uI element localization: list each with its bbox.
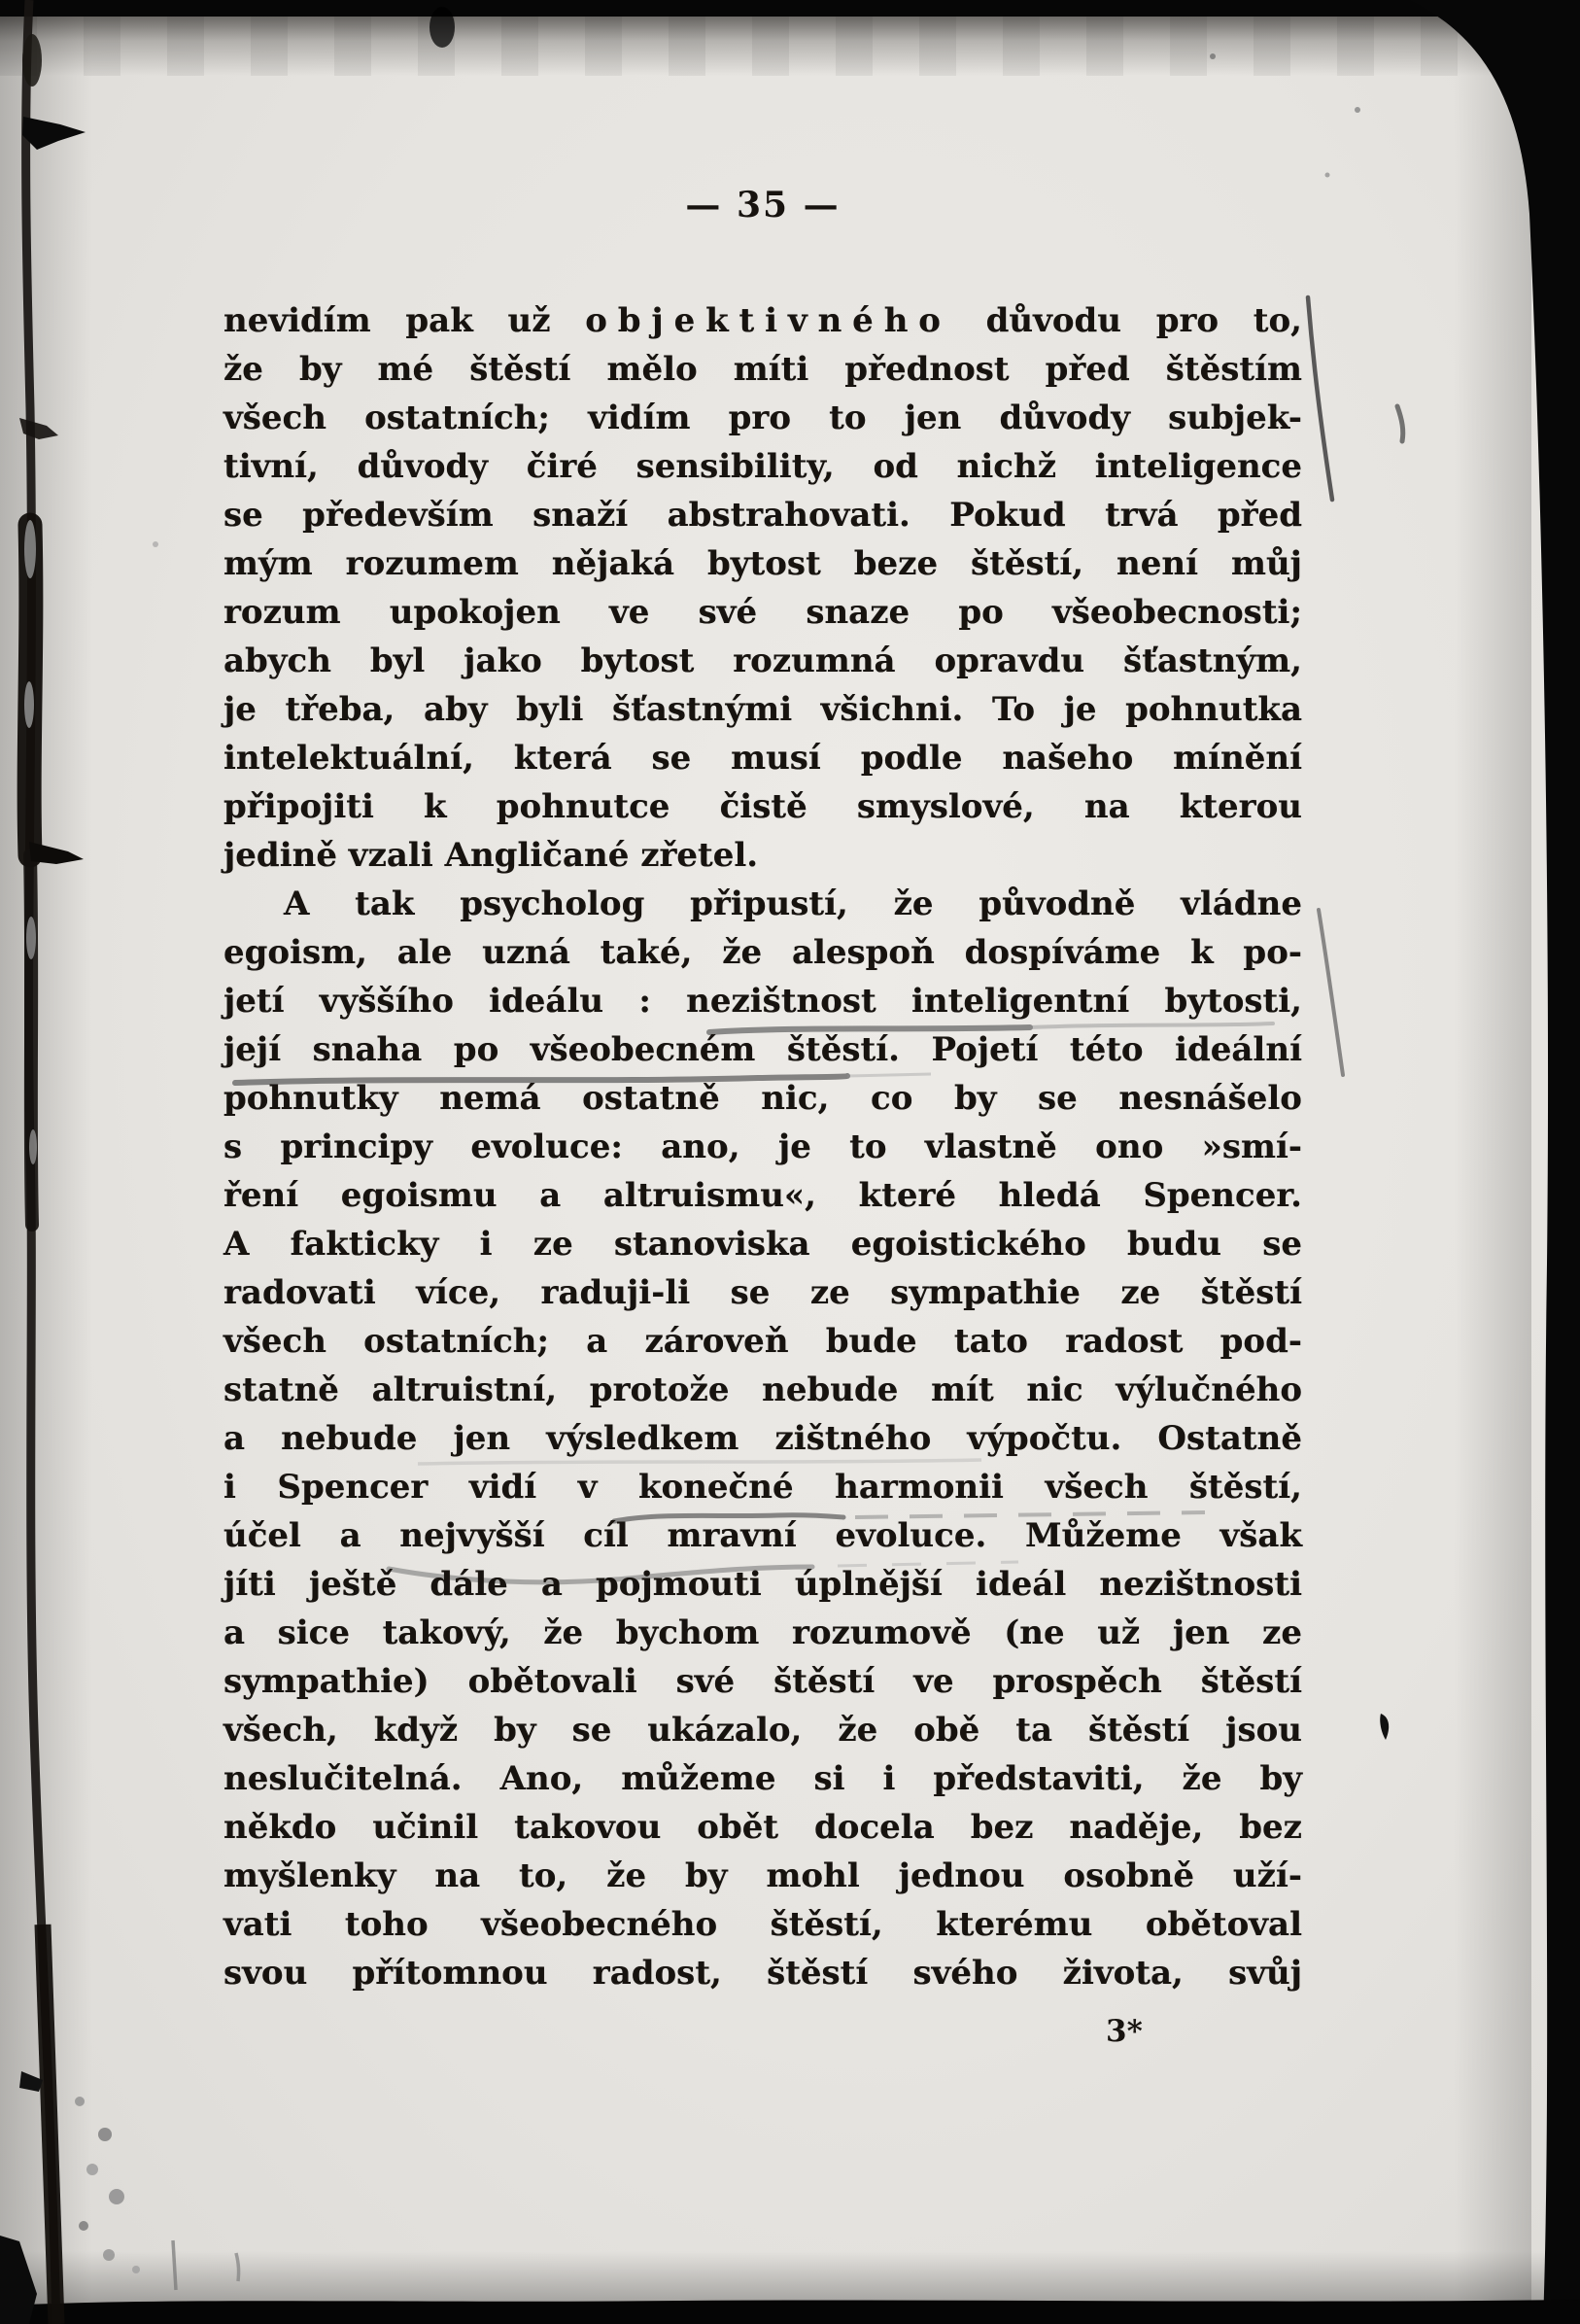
streak-gray-patch <box>29 1129 37 1164</box>
text-line <box>223 1657 1302 1706</box>
text-line <box>223 1123 1302 1171</box>
text-line <box>223 1900 1302 1949</box>
text-segment: svou přítomnou radost, štěstí svého života, svůj <box>223 1954 1302 1993</box>
text-line <box>223 1171 1302 1220</box>
text-line <box>223 1706 1302 1754</box>
text-segment: účel a nejvyšší cíl mravní evoluce. Můžeme však <box>223 1516 1302 1555</box>
margin-crease-line <box>1319 910 1343 1075</box>
text-segment: s principy evoluce: ano, je to vlastně ono »smí- <box>223 1127 1302 1166</box>
text-segment: nevidím pak už <box>223 301 586 340</box>
text-line <box>223 1511 1302 1560</box>
dust-speck <box>109 2189 124 2204</box>
streak-gray-patch <box>24 681 34 728</box>
scan-bottom-bar <box>0 2300 1580 2324</box>
text-line <box>223 1852 1302 1900</box>
dust-speck <box>86 2164 98 2175</box>
text-line <box>223 1074 1302 1123</box>
page-number: — 35 — <box>685 185 841 225</box>
text-line <box>223 1366 1302 1414</box>
text-segment: všech ostatních; vidím pro to jen důvody subjek- <box>223 399 1302 437</box>
text-line <box>223 442 1302 491</box>
bottom-left-wedge <box>0 2236 37 2324</box>
streak-notch <box>19 2071 43 2092</box>
text-line <box>223 1268 1302 1317</box>
text-line <box>223 1317 1302 1366</box>
streak-gray-patch <box>26 917 36 959</box>
margin-crease-line <box>1308 297 1332 500</box>
dust-speck <box>103 2249 115 2261</box>
text-segment: mým rozumem nějaká bytost beze štěstí, není můj <box>223 544 1302 583</box>
text-segment: se především snaží abstrahovati. Pokud trvá před <box>223 496 1302 535</box>
text-line <box>223 1803 1302 1852</box>
text-line <box>223 831 1302 880</box>
dust-speck <box>75 2097 85 2106</box>
text-segment: všech, když by se ukázalo, že obě ta štěstí jsou <box>223 1711 1302 1750</box>
text-segment: abych byl jako bytost rozumná opravdu šťastným, <box>223 642 1302 680</box>
text-line <box>223 394 1302 442</box>
text-line <box>223 345 1302 394</box>
text-segment: jedině vzali Angličané zřetel. <box>223 836 759 875</box>
dust-speck <box>132 2266 140 2273</box>
text-line <box>223 880 1302 928</box>
tape-blob <box>22 34 42 87</box>
text-segment: sympathie) obětovali své štěstí ve prospěch štěstí <box>223 1662 1302 1701</box>
smudge-stroke <box>173 2240 176 2290</box>
ink-drip <box>429 7 455 48</box>
streak-gray-patch <box>24 520 36 578</box>
tape-cross-mark <box>19 418 58 439</box>
text-line <box>223 491 1302 539</box>
text-line <box>223 1609 1302 1657</box>
dust-speck <box>153 541 158 547</box>
text-segment: je třeba, aby byli šťastnými všichni. To je pohnutka <box>223 690 1302 729</box>
text-line <box>223 637 1302 685</box>
signature-mark: 3* <box>1106 2014 1143 2049</box>
text-segment: myšlenky na to, že by mohl jednou osobně uží- <box>223 1856 1302 1895</box>
text-line <box>223 1414 1302 1463</box>
streak-foot-mark <box>29 842 84 864</box>
text-line <box>223 539 1302 588</box>
dust-speck <box>98 2128 112 2141</box>
margin-slash-mark <box>1397 406 1403 441</box>
text-line <box>223 685 1302 734</box>
text-line <box>223 296 1302 345</box>
text-line <box>223 1220 1302 1268</box>
binding-streak-low <box>43 1925 56 2324</box>
text-segment: i Spencer vidí v konečné harmonii všech štěstí, <box>223 1468 1302 1507</box>
margin-apostrophe-mark <box>1380 1714 1389 1740</box>
text-segment: A tak psycholog připustí, že původně vládne <box>284 885 1302 923</box>
text-segment: a nebude jen výsledkem zištného výpočtu. Ostatně <box>223 1419 1302 1458</box>
text-block <box>223 296 1302 1997</box>
text-segment: pohnutky nemá ostatně nic, co by se nesnášelo <box>223 1079 1302 1118</box>
text-segment: statně altruistní, protože nebude mít nic výlučného <box>223 1370 1302 1409</box>
text-line <box>223 734 1302 782</box>
dust-speck <box>1210 53 1216 59</box>
dust-speck <box>1325 173 1330 178</box>
text-line <box>223 1754 1302 1803</box>
tape-flag-mark <box>22 117 86 150</box>
text-segment: vati toho všeobecného štěstí, kterému obětoval <box>223 1905 1302 1944</box>
text-line <box>223 1560 1302 1609</box>
text-segment: neslučitelná. Ano, můžeme si i představiti, že by <box>223 1759 1302 1798</box>
text-segment: a sice takový, že bychom rozumově (ne už jen ze <box>223 1613 1302 1652</box>
text-line <box>223 782 1302 831</box>
text-segment: egoism, ale uzná také, že alespoň dospíváme k po- <box>223 933 1302 972</box>
text-segment: někdo učinil takovou obět docela bez naděje, bez <box>223 1808 1302 1847</box>
text-line <box>223 928 1302 977</box>
text-line <box>223 1025 1302 1074</box>
text-segment: radovati více, raduji-li se ze sympathie ze štěstí <box>223 1273 1302 1312</box>
text-segment: ření egoismu a altruismu«, které hledá Spencer. <box>223 1176 1302 1215</box>
text-segment: tivní, důvody čiré sensibility, od nichž inteligence <box>223 447 1302 486</box>
text-segment: jetí vyššího ideálu : nezištnost inteligentní bytosti, <box>223 982 1302 1021</box>
scan-top-bar <box>0 0 1580 17</box>
scan-right-band <box>1409 0 1580 2324</box>
text-line <box>223 1949 1302 1997</box>
text-segment: jíti ještě dále a pojmouti úplnější ideál nezištnosti <box>223 1565 1302 1604</box>
dust-speck <box>79 2221 88 2231</box>
emphasized-word: objektivného <box>585 301 951 340</box>
text-line <box>223 1463 1302 1511</box>
text-line <box>223 588 1302 637</box>
text-segment: že by mé štěstí mělo míti přednost před štěstím <box>223 350 1302 389</box>
text-segment: rozum upokojen ve své snaze po všeobecnosti; <box>223 593 1302 632</box>
text-segment: důvodu pro to, <box>950 301 1302 340</box>
text-segment: její snaha po všeobecném štěstí. Pojetí této ideální <box>223 1030 1302 1069</box>
smudge-stroke <box>236 2253 239 2281</box>
text-segment: všech ostatních; a zároveň bude tato radost pod- <box>223 1322 1302 1361</box>
binding-streak-mid <box>30 855 32 1225</box>
text-segment: A fakticky i ze stanoviska egoistického budu se <box>223 1225 1302 1264</box>
text-segment: intelektuální, která se musí podle našeho mínění <box>223 739 1302 778</box>
dust-speck <box>1355 107 1360 113</box>
text-line <box>223 977 1302 1025</box>
text-segment: připojiti k pohnutce čistě smyslové, na kterou <box>223 787 1302 826</box>
